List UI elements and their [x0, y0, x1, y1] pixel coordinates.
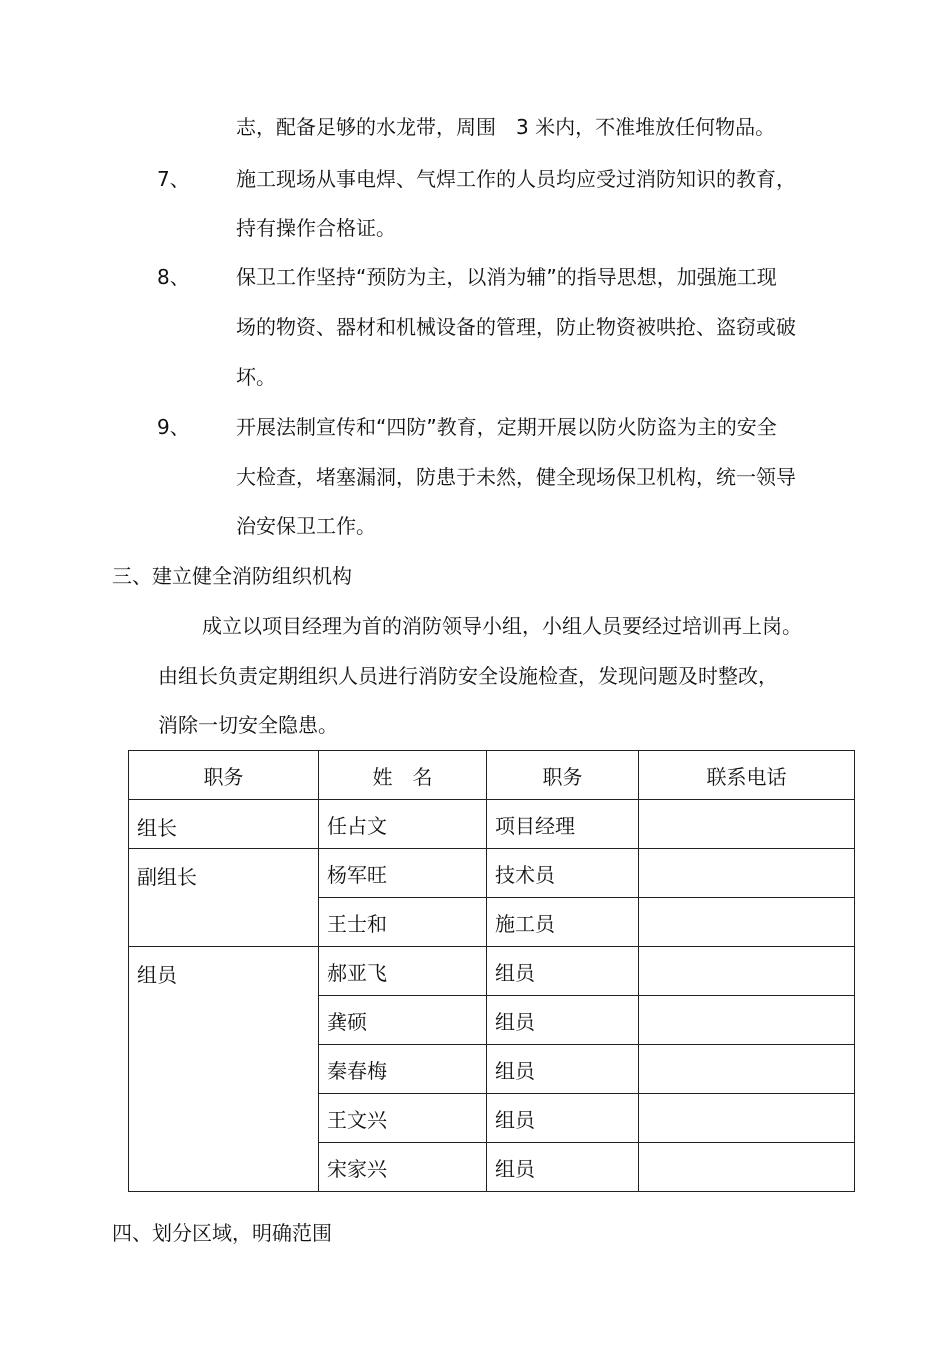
- header-role: 职务: [129, 751, 319, 800]
- table-header-row: [129, 751, 855, 800]
- table-row: [129, 947, 855, 996]
- role-cell: 组员: [129, 947, 319, 1192]
- title-cell: 组员: [487, 1094, 639, 1143]
- fire-team-table: [128, 750, 855, 1192]
- phone-cell: [639, 947, 855, 996]
- name-cell: 王士和: [319, 898, 487, 947]
- header-title: 职务: [487, 751, 639, 800]
- header-name: 姓 名: [319, 751, 487, 800]
- name-cell: 王文兴: [319, 1094, 487, 1143]
- table-row: [129, 849, 855, 898]
- phone-cell: [639, 1094, 855, 1143]
- item8-line2: 场的物资、器材和机械设备的管理，防止物资被哄抢、盗窃或破: [236, 315, 796, 339]
- item8-number: 8、: [157, 265, 190, 289]
- header-phone: 联系电话: [639, 751, 855, 800]
- title-cell: 施工员: [487, 898, 639, 947]
- section3-heading: 三、建立健全消防组织机构: [112, 564, 352, 588]
- name-cell: 郝亚飞: [319, 947, 487, 996]
- section3-body-line2: 由组长负责定期组织人员进行消防安全设施检查，发现问题及时整改，: [158, 664, 778, 688]
- role-cell: 组长: [129, 800, 319, 849]
- item8-line3: 坏。: [236, 365, 276, 389]
- phone-cell: [639, 849, 855, 898]
- title-cell: 组员: [487, 1045, 639, 1094]
- phone-cell: [639, 1045, 855, 1094]
- item9-number: 9、: [157, 415, 190, 439]
- role-cell: 副组长: [129, 849, 319, 947]
- section4-heading: 四、划分区域，明确范围: [112, 1221, 332, 1245]
- item7-number: 7、: [157, 167, 190, 191]
- name-cell: 宋家兴: [319, 1143, 487, 1192]
- name-cell: 龚硕: [319, 996, 487, 1045]
- title-cell: 项目经理: [487, 800, 639, 849]
- item7-line1: 施工现场从事电焊、气焊工作的人员均应受过消防知识的教育，: [236, 167, 796, 191]
- phone-cell: [639, 800, 855, 849]
- name-cell: 秦春梅: [319, 1045, 487, 1094]
- item9-line3: 治安保卫工作。: [236, 514, 376, 538]
- title-cell: 组员: [487, 1143, 639, 1192]
- phone-cell: [639, 898, 855, 947]
- section3-body-line3: 消除一切安全隐患。: [158, 713, 338, 737]
- item9-line1: 开展法制宣传和“四防”教育，定期开展以防火防盗为主的安全: [236, 415, 777, 439]
- name-cell: 任占文: [319, 800, 487, 849]
- item7-line2: 持有操作合格证。: [236, 216, 396, 240]
- title-cell: 技术员: [487, 849, 639, 898]
- section3-body-line1: 成立以项目经理为首的消防领导小组，小组人员要经过培训再上岗。: [202, 614, 802, 638]
- title-cell: 组员: [487, 996, 639, 1045]
- item8-line1: 保卫工作坚持“预防为主，以消为辅”的指导思想，加强施工现: [236, 265, 777, 289]
- item6-continuation: 志，配备足够的水龙带，周围 3 米内，不准堆放任何物品。: [236, 115, 776, 139]
- name-cell: 杨军旺: [319, 849, 487, 898]
- title-cell: 组员: [487, 947, 639, 996]
- table-row: [129, 800, 855, 849]
- phone-cell: [639, 996, 855, 1045]
- phone-cell: [639, 1143, 855, 1192]
- item9-line2: 大检查，堵塞漏洞，防患于未然，健全现场保卫机构，统一领导: [236, 465, 796, 489]
